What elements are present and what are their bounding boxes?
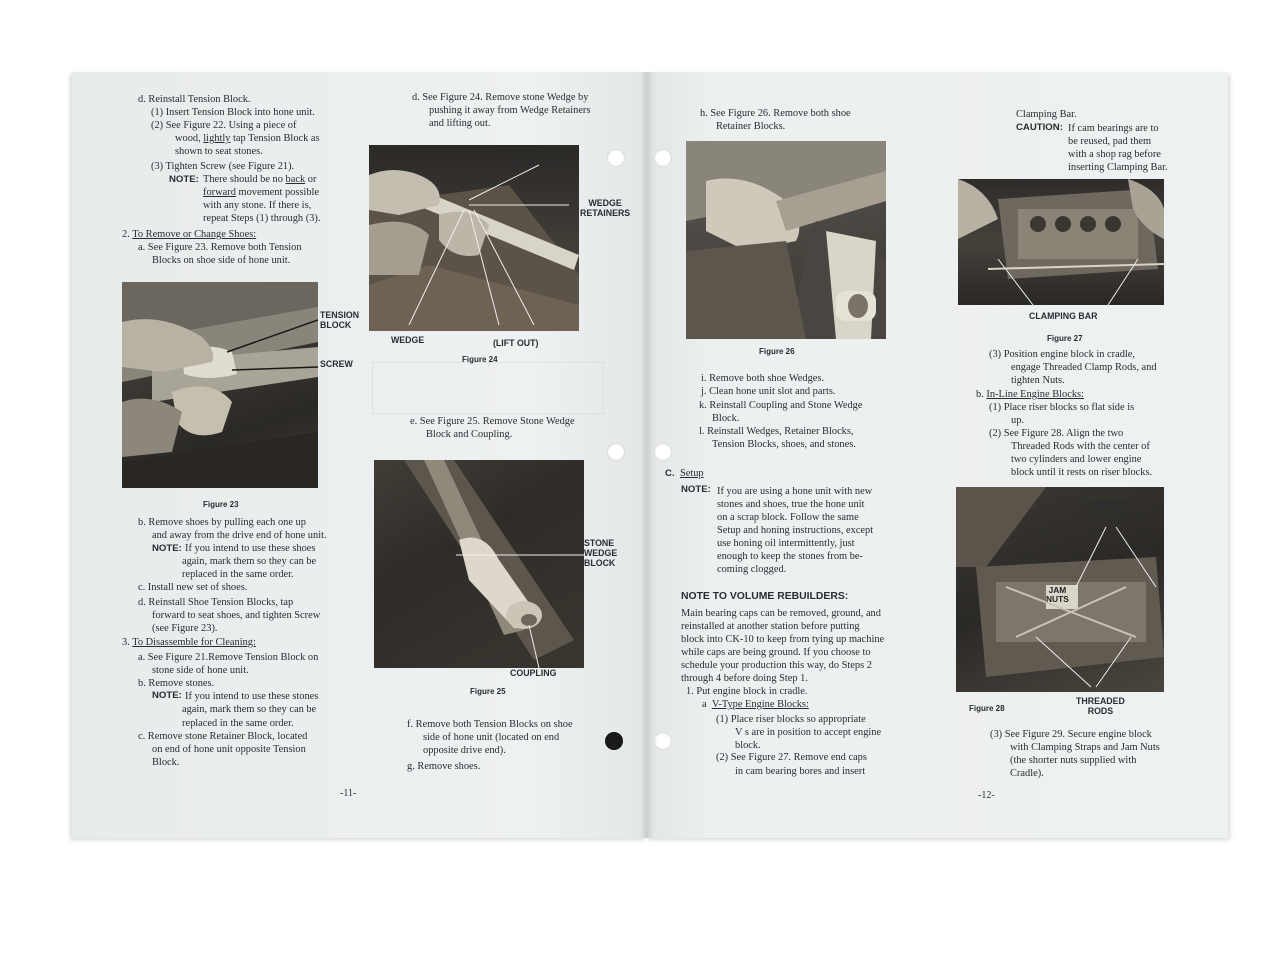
figure-24-photo [369, 145, 579, 331]
note-3-line3: replaced in the same order. [182, 718, 294, 729]
note-line2: forward movement possible [203, 187, 320, 198]
step-k: k. Reinstall Coupling and Stone Wedge [699, 400, 863, 411]
volume-line1: Main bearing caps can be removed, ground, and [681, 608, 881, 619]
step-f-line2: side of hone unit (located on end [423, 732, 560, 743]
binder-hole-left-bottom [605, 732, 623, 750]
figure-28-label-threaded-rods: THREADED RODS [1076, 696, 1125, 716]
step-b2: (2) See Figure 28. Align the two [989, 428, 1124, 439]
step-2a-line2: Blocks on shoe side of hone unit. [152, 255, 291, 266]
figure-24-illustration [369, 145, 579, 331]
figure-23-label-tension: TENSION BLOCK [320, 310, 360, 330]
step-d-shoe-line3: (see Figure 23). [152, 623, 218, 634]
step-d-shoe-line2: forward to seat shoes, and tighten Screw [152, 610, 321, 621]
volume-rebuilders-heading: NOTE TO VOLUME REBUILDERS: [681, 591, 849, 602]
figure-26-caption: Figure 26 [759, 347, 795, 356]
step-h-line2: Retainer Blocks. [716, 121, 786, 132]
step-b-inline-heading: b. In-Line Engine Blocks: [976, 389, 1084, 400]
figure-28-caption: Figure 28 [969, 704, 1005, 713]
note-2-line2: again, mark them so they can be [182, 556, 317, 567]
step-b2-line4: block until it rests on riser blocks. [1011, 467, 1153, 478]
note-label: NOTE: [169, 174, 199, 185]
step-b3: (3) See Figure 29. Secure engine block [990, 729, 1152, 740]
figure-28-photo [956, 487, 1164, 692]
setup-note-line6: enough to keep the stones from be- [717, 551, 864, 562]
figure-23-label-screw: SCREW [320, 359, 353, 369]
step-i: i. Remove both shoe Wedges. [701, 373, 825, 384]
step-1a2: (2) See Figure 27. Remove end caps [716, 752, 867, 763]
step-a3: (3) Position engine block in cradle, [989, 349, 1136, 360]
step-j: j. Clean hone unit slot and parts. [701, 386, 836, 397]
step-3c-line3: Block. [152, 757, 180, 768]
figure-24-label-lift: (LIFT OUT) [493, 338, 539, 348]
step-d-wedge: d. See Figure 24. Remove stone Wedge by [412, 92, 589, 103]
figure-27-caption: Figure 27 [1047, 334, 1083, 343]
setup-note-label: NOTE: [681, 484, 711, 495]
step-1a1-line3: block. [735, 740, 761, 751]
binder-hole-right-top [654, 149, 672, 167]
step-e: e. See Figure 25. Remove Stone Wedge [410, 416, 575, 427]
page-number-right: -12- [978, 790, 995, 801]
binder-hole-left-middle [607, 443, 625, 461]
caution-line2: be reused, pad them [1068, 136, 1152, 147]
figure-25-illustration [374, 460, 584, 668]
step-1: 1. Put engine block in cradle. [686, 686, 808, 697]
figure-27-label-clamping-bar: CLAMPING BAR [1029, 311, 1098, 321]
step-d2: (2) See Figure 22. Using a piece of [151, 120, 297, 131]
step-f-line3: opposite drive end). [423, 745, 506, 756]
step-3c: c. Remove stone Retainer Block, located [138, 731, 308, 742]
note-2-line3: replaced in the same order. [182, 569, 294, 580]
volume-line3: block into CK-10 to keep from tying up machine [681, 634, 885, 645]
step-1a1-line2: V s are in position to accept engine [735, 727, 882, 738]
setup-note-line1: If you are using a hone unit with new [717, 486, 873, 497]
note-line4: repeat Steps (1) through (3). [203, 213, 321, 224]
step-b2-line3: two cylinders and lower engine [1011, 454, 1142, 465]
setup-heading: C. Setup [665, 468, 704, 479]
step-f: f. Remove both Tension Blocks on shoe [407, 719, 573, 730]
step-3c-line2: on end of hone unit opposite Tension [152, 744, 306, 755]
note-line1: There should be no back or [203, 174, 317, 185]
figure-23-illustration [122, 282, 318, 488]
step-c: c. Install new set of shoes. [138, 582, 248, 593]
volume-line4: while caps are being ground. If you choose to [681, 647, 871, 658]
right-page [646, 72, 1228, 838]
step-l: l. Reinstall Wedges, Retainer Blocks, [699, 426, 854, 437]
figure-25-caption: Figure 25 [470, 687, 506, 696]
figure-24-label-wedge-retainers: WEDGE RETAINERS [580, 198, 631, 218]
center-gutter [640, 72, 654, 838]
step-b3-line4: Cradle). [1010, 768, 1044, 779]
volume-line6: through 4 before doing Step 1. [681, 673, 808, 684]
section-3-heading: 3. To Disassemble for Cleaning: [122, 637, 256, 648]
setup-note-line7: coming clogged. [717, 564, 787, 575]
caution-line3: with a shop rag before [1068, 149, 1161, 160]
step-g: g. Remove shoes. [407, 761, 481, 772]
volume-line5: schedule your production this way, do Steps 2 [681, 660, 872, 671]
step-b1-line2: up. [1011, 415, 1024, 426]
step-3a: a. See Figure 21.Remove Tension Block on [138, 652, 319, 663]
note-3-line2: again, mark them so they can be [182, 704, 317, 715]
caution-line1: If cam bearings are to [1068, 123, 1159, 134]
binder-hole-right-middle [654, 443, 672, 461]
step-b2-line2: Threaded Rods with the center of [1011, 441, 1150, 452]
binder-hole-left-top [607, 149, 625, 167]
figure-25-label-coupling: COUPLING [510, 668, 557, 678]
step-b1: (1) Place riser blocks so flat side is [989, 402, 1135, 413]
figure-27-illustration [958, 179, 1164, 305]
section-2-heading: 2. To Remove or Change Shoes: [122, 229, 257, 240]
setup-note-line2: stones and shoes, true the hone unit [717, 499, 865, 510]
page-number-left: -11- [340, 788, 357, 799]
step-1a-heading: a V-Type Engine Blocks: [702, 699, 809, 710]
note-2-label: NOTE: [152, 543, 182, 554]
caution-line4: inserting Clamping Bar. [1068, 162, 1168, 173]
step-b3-line3: (the shorter nuts supplied with [1010, 755, 1137, 766]
step-l-line2: Tension Blocks, shoes, and stones. [712, 439, 856, 450]
setup-note-line5: use honing oil intermittently, just [717, 538, 855, 549]
step-e-line2: Block and Coupling. [426, 429, 513, 440]
figure-26-photo [686, 141, 886, 339]
step-d2-line3: shown to seat stones. [175, 146, 263, 157]
figure-27-photo [958, 179, 1164, 305]
open-manual [72, 72, 1228, 838]
binder-hole-right-bottom [654, 732, 672, 750]
note-2-line1: If you intend to use these shoes [185, 543, 316, 554]
figure-25-photo [374, 460, 584, 668]
volume-line2: reinstalled at another station before putting [681, 621, 860, 632]
step-d-wedge-line3: and lifting out. [429, 118, 491, 129]
step-b: b. Remove shoes by pulling each one up [138, 517, 306, 528]
note-3-label: NOTE: [152, 690, 182, 701]
step-1a2-line2: in cam bearing bores and insert [735, 766, 866, 777]
figure-28-label-jam-nuts: JAM NUTS [1046, 585, 1069, 604]
step-a3-line2: engage Threaded Clamp Rods, and [1011, 362, 1157, 373]
step-3b: b. Remove stones. [138, 678, 215, 689]
figure-25-label-stone-wedge-block: STONE WEDGE BLOCK [584, 538, 618, 568]
step-k-line2: Block. [712, 413, 740, 424]
step-3a-line2: stone side of hone unit. [152, 665, 249, 676]
figure-26-illustration [686, 141, 886, 339]
setup-note-line4: Setup and honing instructions, except [717, 525, 874, 536]
note-3-line1: If you intend to use these stones [185, 691, 319, 702]
step-d-reinstall: d. Reinstall Tension Block. [138, 94, 251, 105]
step-d-wedge-line2: pushing it away from Wedge Retainers [429, 105, 591, 116]
figure-28-label-clamping-straps: CLAMPING STRAPS [1082, 498, 1129, 518]
step-d3: (3) Tighten Screw (see Figure 21). [151, 161, 295, 172]
figure-23-photo [122, 282, 318, 488]
left-page [72, 72, 646, 838]
step-d1: (1) Insert Tension Block into hone unit. [151, 107, 315, 118]
step-1a1: (1) Place riser blocks so appropriate [716, 714, 866, 725]
step-b3-line2: with Clamping Straps and Jam Nuts [1010, 742, 1160, 753]
step-b-line2: and away from the drive end of hone unit. [152, 530, 327, 541]
setup-note-line3: on a scrap block. Follow the same [717, 512, 859, 523]
figure-24-caption: Figure 24 [462, 355, 498, 364]
figure-23-caption: Figure 23 [203, 500, 239, 509]
caution-label: CAUTION: [1016, 122, 1063, 133]
step-d-shoe: d. Reinstall Shoe Tension Blocks, tap [138, 597, 294, 608]
ghost-table [372, 362, 604, 414]
clamping-bar-text: Clamping Bar. [1016, 109, 1077, 120]
step-a3-line3: tighten Nuts. [1011, 375, 1065, 386]
step-d2-line2: wood, lightly tap Tension Block as [175, 133, 320, 144]
figure-24-label-push: (PUSH AWAY) [512, 156, 570, 166]
step-2a: a. See Figure 23. Remove both Tension [138, 242, 302, 253]
step-h: h. See Figure 26. Remove both shoe [700, 108, 851, 119]
note-line3: with any stone. If there is, [203, 200, 312, 211]
figure-24-label-wedge: WEDGE [391, 335, 425, 345]
